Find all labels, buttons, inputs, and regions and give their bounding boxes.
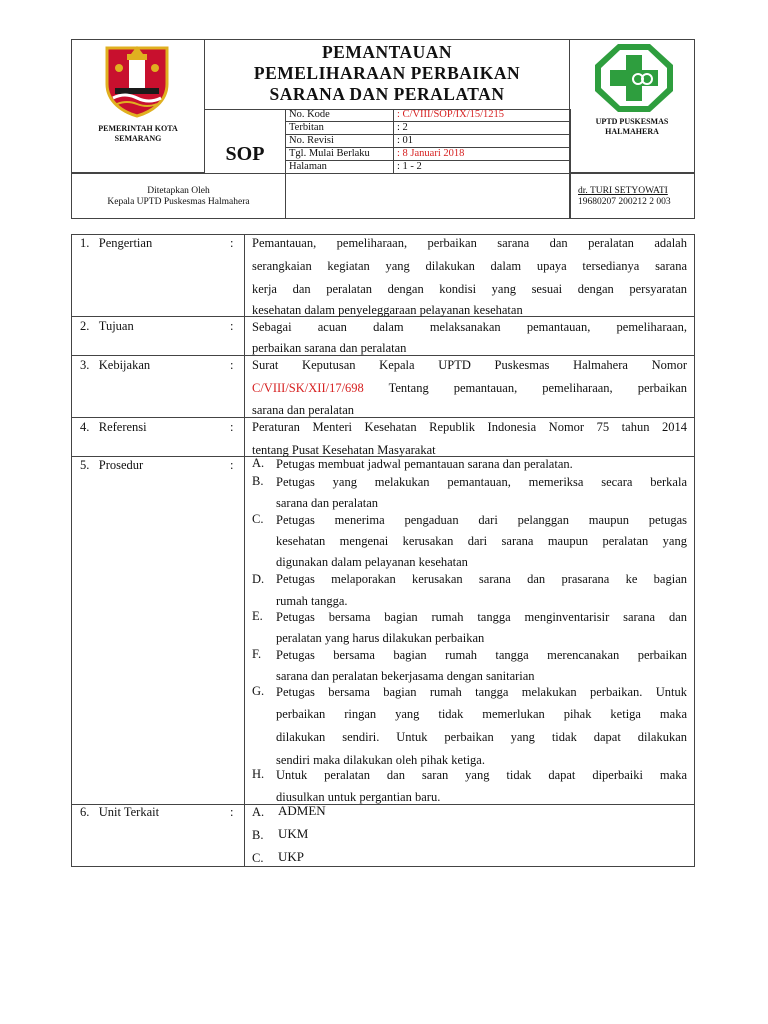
meta-value: : 01: [397, 135, 414, 146]
list-letter: C.: [252, 512, 264, 526]
list-item: Petugas melaporakan kerusakan sarana dan prasarana ke bagian: [276, 572, 687, 586]
list-item: sarana dan peralatan: [276, 496, 379, 510]
section-number: 4.: [80, 420, 90, 434]
section-label-tujuan: [80, 319, 134, 334]
pengertian-line: kerja dan peralatan dengan kondisi yang sesuai dengan persyaratan: [252, 282, 687, 296]
meta-key: Tgl. Mulai Berlaku: [289, 148, 370, 159]
meta-value: : C/VIII/SOP/IX/15/1215: [397, 109, 505, 120]
pengertian-line: Pemantauan, pemeliharaan, perbaikan sarana dan peralatan adalah: [252, 236, 687, 250]
section-label-prosedur: [80, 458, 143, 473]
list-letter: D.: [252, 572, 265, 586]
org-name: PEMERINTAH KOTA SEMARANG: [98, 124, 178, 143]
meta-row-terbitan: [285, 122, 571, 135]
established-by: Ditetapkan Oleh: [147, 186, 210, 196]
semarang-emblem-icon: [101, 44, 173, 118]
established-role: Kepala UPTD Puskesmas Halmahera: [107, 197, 250, 207]
section-label-pengertian: [80, 236, 152, 251]
meta-row-revisi: [285, 135, 571, 148]
list-item: digunakan dalam pelayanan kesehatan: [276, 555, 468, 569]
unit-item: UKM: [278, 826, 309, 841]
established-text: [71, 186, 286, 208]
colon: :: [230, 420, 234, 434]
section-name: Pengertian: [98, 236, 153, 250]
signer: [578, 186, 694, 208]
pengertian-line: serangkaian kegiatan yang dilakukan dalam upaya tersedianya sarana: [252, 259, 687, 273]
meta-key: Terbitan: [289, 122, 324, 133]
list-item: perbaikan ringan yang tidak memerlukan pihak ketiga maka: [276, 707, 687, 721]
list-item: Petugas bersama bagian rumah tangga melakukan perbaikan. Untuk: [276, 685, 687, 699]
list-letter: A.: [252, 456, 265, 470]
list-letter: B.: [252, 828, 264, 842]
tujuan-line: Sebagai acuan dalam melaksanakan pemantauan, pemeliharaan,: [252, 320, 687, 334]
list-item: diusulkan untuk pergantian baru.: [276, 790, 441, 804]
list-item: sendiri maka dilakukan oleh pihak ketiga.: [276, 753, 485, 767]
referensi-line: tentang Pusat Kesehatan Masyarakat: [252, 443, 436, 457]
list-item: Petugas yang melakukan pemantauan, memeriksa secara berkala: [276, 475, 687, 489]
empty-cell: [285, 173, 571, 219]
section-number: 1.: [80, 236, 90, 250]
meta-value: : 2: [397, 122, 408, 133]
section-number: 3.: [80, 358, 90, 372]
meta-row-halaman: [285, 161, 571, 174]
column-divider: [244, 234, 245, 867]
colon: :: [230, 236, 234, 250]
section-number: 6.: [80, 805, 90, 819]
meta-key: Halaman: [289, 161, 327, 172]
list-item: dilakukan sendiri. Untuk perbaikan yang tidak dapat dilakukan: [276, 730, 687, 744]
puskesmas-logo-icon: [592, 41, 676, 115]
list-item: sarana dan peralatan bekerjasama dengan sanitarian: [276, 669, 535, 683]
section-label-kebijakan: [80, 358, 150, 373]
colon: :: [230, 805, 234, 819]
list-letter: A.: [252, 805, 265, 819]
section-name: Tujuan: [98, 319, 134, 333]
section-number: 2.: [80, 319, 90, 333]
list-item: peralatan yang harus dilakukan perbaikan: [276, 631, 485, 645]
list-item: Petugas bersama bagian rumah tangga menginventarisir sarana dan: [276, 610, 687, 624]
meta-row-tgl: [285, 148, 571, 161]
title-line: SARANA DAN PERALATAN: [269, 84, 505, 104]
kebijakan-line-2: [252, 378, 687, 399]
section-label-referensi: [80, 420, 147, 435]
colon: :: [230, 319, 234, 333]
list-item: Petugas membuat jadwal pemantauan sarana dan peralatan.: [276, 457, 573, 471]
section-name: Unit Terkait: [98, 805, 160, 819]
section-name: Kebijakan: [98, 358, 151, 372]
list-letter: B.: [252, 474, 264, 488]
unit-item: UKP: [278, 849, 305, 864]
list-item: rumah tangga.: [276, 594, 348, 608]
section-name: Prosedur: [98, 458, 144, 472]
meta-value: : 8 Januari 2018: [397, 148, 465, 159]
kebijakan-line: sarana dan peralatan: [252, 403, 355, 417]
title-line: PEMANTAUAN: [321, 42, 453, 62]
document-title: [204, 43, 570, 107]
kebijakan-line-rest: Tentang pemantauan, pemeliharaan, perbaikan: [363, 381, 687, 395]
unit-item: ADMEN: [278, 803, 326, 818]
list-letter: F.: [252, 647, 262, 661]
section-number: 5.: [80, 458, 90, 472]
meta-divider: [393, 109, 394, 174]
pengertian-line: kesehatan dalam penyeleggaraan pelayanan kesehatan: [252, 303, 523, 317]
list-letter: H.: [252, 767, 265, 781]
list-item: Untuk peralatan dan saran yang tidak dapat diperbaiki maka: [276, 768, 687, 782]
colon: :: [230, 458, 234, 472]
list-item: Petugas menerima pengaduan dari pelanggan maupun petugas: [276, 513, 687, 527]
signer-name: dr. TURI SETYOWATI: [578, 186, 668, 196]
meta-key: No. Kode: [289, 109, 330, 120]
tujuan-line: perbaikan sarana dan peralatan: [252, 341, 407, 355]
list-item: Petugas bersama bagian rumah tangga merencanakan perbaikan: [276, 648, 687, 662]
referensi-line: Peraturan Menteri Kesehatan Republik Indonesia Nomor 75 tahun 2014: [252, 420, 687, 434]
title-line: PEMELIHARAAN PERBAIKAN: [253, 63, 521, 83]
meta-value: : 1 - 2: [397, 161, 422, 172]
list-item: kesehatan mengenai kerusakan dari sarana maupun peralatan yang: [276, 534, 687, 548]
signer-nip: 19680207 200212 2 003: [578, 197, 671, 207]
colon: :: [230, 358, 234, 372]
sop-label: SOP: [225, 143, 265, 165]
right-org-name: UPTD PUSKESMAS HALMAHERA: [595, 117, 669, 136]
list-letter: E.: [252, 609, 263, 623]
section-name: Referensi: [98, 420, 147, 434]
meta-key: No. Revisi: [289, 135, 334, 146]
list-letter: G.: [252, 684, 265, 698]
list-letter: C.: [252, 851, 264, 865]
meta-row-kode: [285, 109, 571, 122]
section-label-unit-terkait: [80, 805, 159, 820]
kebijakan-line: Surat Keputusan Kepala UPTD Puskesmas Halmahera Nomor: [252, 358, 687, 372]
sk-code: C/VIII/SK/XII/17/698: [252, 381, 364, 395]
